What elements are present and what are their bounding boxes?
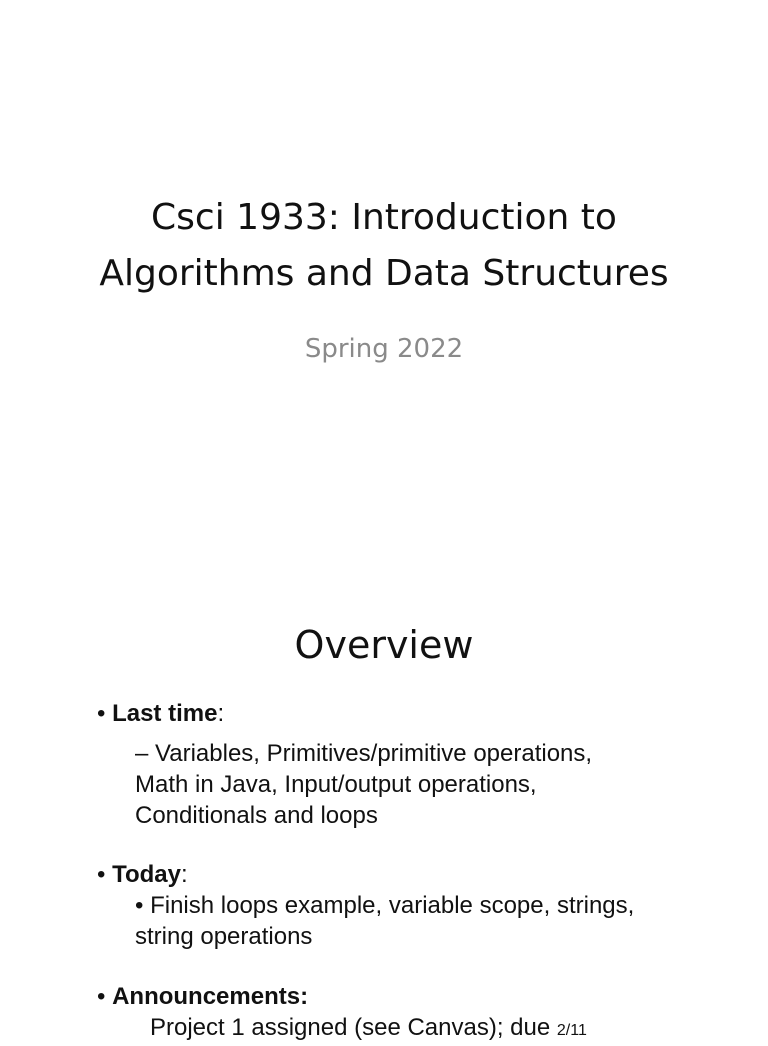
today-item-line-2: string operations xyxy=(135,923,313,950)
slide-title-line-1: Csci 1933: Introduction to xyxy=(151,197,617,238)
slide-subtitle: Spring 2022 xyxy=(304,334,464,364)
overview-slide xyxy=(0,560,768,1041)
today-label: Today xyxy=(112,861,181,888)
slide-title-line-2: Algorithms and Data Structures xyxy=(99,253,669,294)
last-time-item-line-3: Conditionals and loops xyxy=(135,802,378,829)
announcements-text-1: Project 1 assigned (see Canvas); due xyxy=(150,1014,551,1041)
last-time-label: Last time xyxy=(112,700,218,727)
today-text-1: Finish loops example, variable scope, strings, xyxy=(150,892,635,919)
overview-heading: Overview xyxy=(294,623,474,667)
last-time-bullet xyxy=(97,698,224,729)
last-time-text-1: Variables, Primitives/primitive operations, xyxy=(155,740,593,767)
today-item-line-1 xyxy=(135,890,634,921)
announcements-date: 2/11 xyxy=(556,1022,587,1039)
last-time-colon: : xyxy=(217,700,225,727)
dash-glyph: – xyxy=(135,740,149,767)
announcements-item-line-1 xyxy=(150,1012,587,1046)
bullet-glyph: • xyxy=(135,892,144,919)
bullet-glyph: • xyxy=(97,700,106,727)
last-time-item-line-2: Math in Java, Input/output operations, xyxy=(135,771,537,798)
slide-title xyxy=(0,190,768,302)
last-time-item-line-1 xyxy=(135,738,592,769)
bullet-glyph: • xyxy=(97,861,106,888)
announcements-bullet xyxy=(97,981,308,1012)
today-colon: : xyxy=(180,861,188,888)
today-bullet xyxy=(97,859,188,890)
announcements-label: Announcements: xyxy=(112,983,309,1010)
bullet-glyph: • xyxy=(97,983,106,1010)
